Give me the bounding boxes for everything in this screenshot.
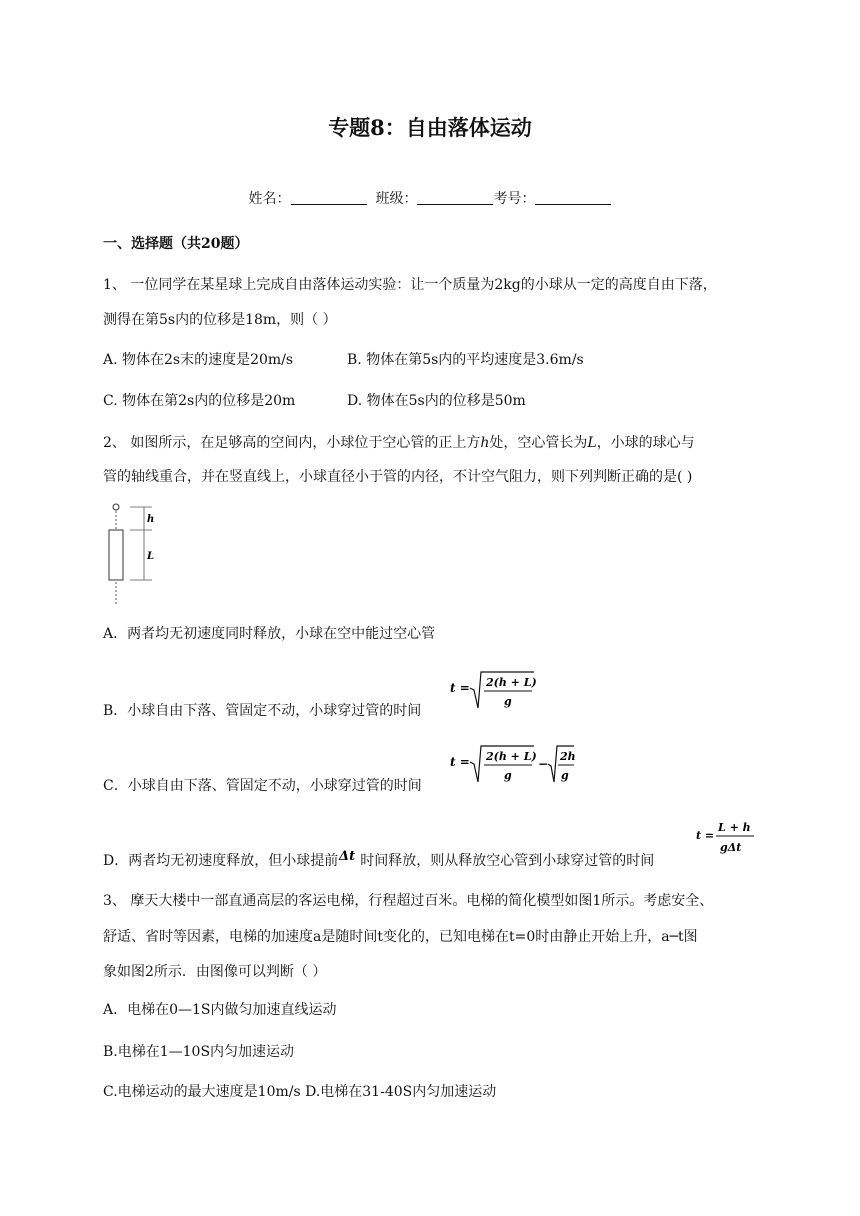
q2-formula-d: [696, 817, 760, 859]
q1-option-d: D. 物体在5s内的位移是50m: [347, 393, 526, 409]
formula-b-den: g: [504, 695, 512, 708]
student-info-line: [0, 188, 860, 208]
formula-b-num: 2(h + L): [486, 676, 537, 689]
q2-stem-text-c: ，小球的球心与: [596, 435, 695, 451]
class-blank: [417, 190, 493, 205]
q2-formula-c: [450, 740, 580, 786]
formula-c-den2: g: [561, 769, 569, 782]
q1-stem-line2: 测得在第5s内的位移是18m，则（ ）: [103, 312, 337, 328]
formula-c-minus: −: [538, 757, 549, 771]
q1-stem-line1: 1、 一位同学在某星球上完成自由落体运动实验：让一个质量为2kg的小球从一定的高度自由下落，: [103, 277, 717, 293]
name-blank: [291, 190, 367, 205]
figure-label-L: L: [147, 551, 155, 562]
figure-label-h: h: [147, 514, 155, 525]
delta-t-symbol: [338, 847, 360, 863]
formula-d-den: gΔt: [720, 841, 742, 854]
q2-option-d-text-b: 时间释放，则从释放空心管到小球穿过管的时间: [360, 853, 655, 869]
q2-var-L: L: [587, 435, 597, 451]
formula-c-lhs: t =: [450, 755, 470, 769]
q2-option-c: C．小球自由下落、管固定不动，小球穿过管的时间: [103, 778, 422, 794]
q3-stem-line2: 舒适、省时等因素，电梯的加速度a是随时间t变化的，已知电梯在t=0时由静止开始上升，a─t图: [103, 929, 698, 945]
formula-d-num: L + h: [718, 821, 751, 834]
q2-option-a: A．两者均无初速度同时释放，小球在空中能过空心管: [103, 626, 436, 642]
q2-var-h: h: [480, 435, 490, 451]
q3-option-cd: C.电梯运动的最大速度是10m/s D.电梯在31-40S内匀加速运动: [103, 1084, 497, 1100]
q2-stem-line2: 管的轴线重合，并在竖直线上，小球直径小于管的内径，不计空气阻力，则下列判断正确的是( ): [103, 469, 693, 485]
q2-formula-b: [450, 668, 540, 712]
q1-option-a: A. 物体在2s末的速度是20m/s: [103, 352, 294, 368]
q2-option-b: B．小球自由下落、管固定不动，小球穿过管的时间: [103, 703, 422, 719]
q2-stem-line1: [103, 432, 695, 452]
formula-c-den1: g: [504, 769, 512, 782]
tube-shape: [109, 530, 123, 580]
q3-stem-line1: 3、 摩天大楼中一部直通高层的客运电梯，行程超过百米。电梯的简化模型如图1所示。考虑安全、: [103, 893, 714, 909]
formula-c-num2: 2h: [560, 750, 576, 763]
name-label: 姓名：: [248, 191, 291, 207]
q2-option-d: [103, 847, 654, 870]
q2-figure-ball-tube: [100, 498, 180, 608]
q3-option-a: A．电梯在0—1S内做匀加速直线运动: [103, 1002, 337, 1018]
q2-stem-text-b: 处，空心管长为: [489, 435, 588, 451]
ball-icon: [113, 504, 119, 510]
section-title: 一、选择题（共20题）: [103, 236, 249, 252]
delta-t-text: Δt: [339, 849, 356, 863]
q1-option-c: C. 物体在第2s内的位移是20m: [103, 393, 296, 409]
exam-blank: [535, 190, 611, 205]
q2-option-d-text-a: D．两者均无初速度释放，但小球提前: [103, 853, 339, 869]
class-label: 班级：: [375, 191, 418, 207]
page-title: 专题8：自由落体运动: [328, 115, 532, 140]
q3-stem-line3: 象如图2所示．由图像可以判断（ ）: [103, 964, 327, 980]
q3-option-b: B.电梯在1—10S内匀加速运动: [103, 1044, 295, 1060]
q2-stem-text-a: 2、 如图所示，在足够高的空间内，小球位于空心管的正上方: [103, 435, 481, 451]
formula-d-lhs: t =: [696, 829, 715, 842]
q1-option-b: B. 物体在第5s内的平均速度是3.6m/s: [347, 352, 584, 368]
formula-b-lhs: t =: [450, 681, 470, 695]
exam-label: 考号：: [493, 191, 536, 207]
formula-c-num1: 2(h + L): [486, 750, 537, 763]
